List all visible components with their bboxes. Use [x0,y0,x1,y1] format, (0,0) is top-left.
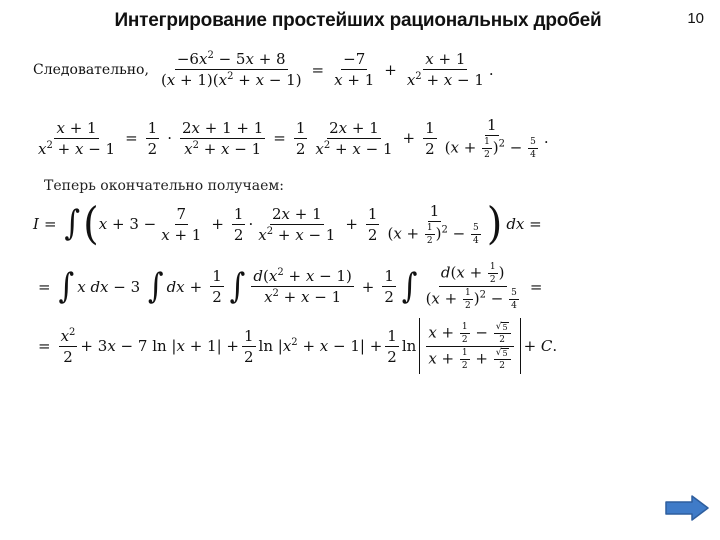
equation-final-result: = $\frac{x^2}{2}$ + 3x − 7 ln |x + 1| + $\frac{1}{2}$ $\ln |x^2 + x - 1|$ + $\frac{1}{2}$ ln x + $\frac{1}{2}$ − √ 5 2 x + $\frac{1}{2}$ + √ 5 2 + C. [33,318,557,374]
equation-integral-split: = ∫ x dx − 3 ∫ dx + $\frac{1}{2}$ ∫ $\frac{d(x^2 + x - 1)}{x^2 + x - 1}$ + $\frac{1}{2}$ ∫ d(x + $\frac{1}{2}$ ) (x + $\frac{1}{2}$ )$^2$ − $\frac{5}{4}$ = [38,262,543,311]
equation-decomposition: Следовательно, $\frac{-6x^2 - 5x + 8}{(x + 1)(x^2 + x - 1)}$ = $\frac{-7}{x + 1}$ + $\frac{x + 1}{x^2 + x - 1}$ . [33,50,494,89]
equation-transform: $\frac{x + 1}{x^2 + x - 1}$ = $\frac{1}{2}$ · $\frac{2x + 1 + 1}{x^2 + x - 1}$ = $\frac{1}{2}$ $\frac{2x + 1}{x^2 + x - 1}$ + $\frac{1}{2}$ 1 (x + $\frac{1}{2}$ )$^2$ − $\frac{5}{4}$ . [38,116,549,160]
next-slide-button[interactable] [664,494,710,522]
intro-now-finally: Теперь окончательно получаем: [44,178,284,194]
right-arrow-icon [666,496,708,520]
page-number: 10 [687,10,704,27]
equation-integral-setup: I = ∫ ( x + 3 − $\frac{7}{x + 1}$ + $\frac{1}{2}$ · $\frac{2x + 1}{x^2 + x - 1}$ + $\frac{1}{2}$ 1 (x + $\frac{1}{2}$ )$^2$ − $\frac{5}{4}$ ) dx = [33,198,542,250]
intro-therefore: Следовательно, [33,61,149,78]
slide-title: Интегрирование простейших рациональных дробей [114,10,602,31]
